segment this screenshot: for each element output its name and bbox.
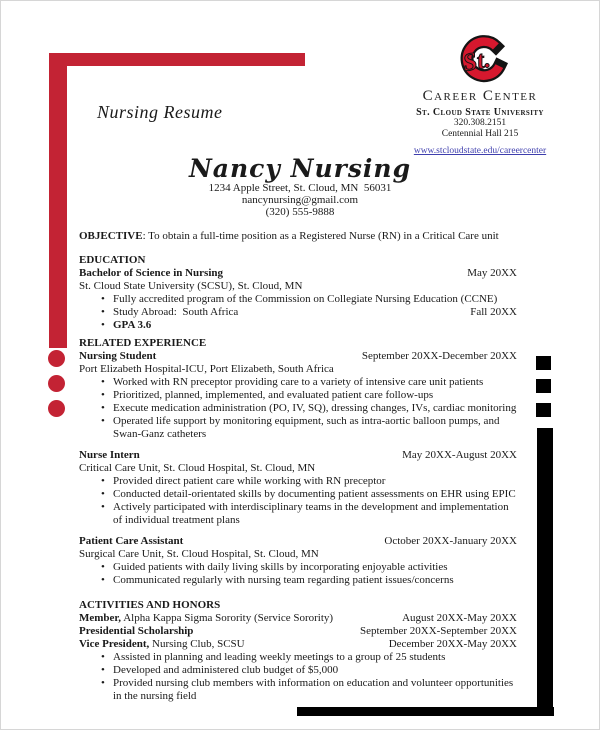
red-dot xyxy=(48,350,65,367)
job-title-row xyxy=(79,350,517,363)
svg-text:St.: St. xyxy=(461,45,493,78)
career-center-phone: 320.308.2151 xyxy=(453,118,507,128)
education-bullet: • Fully accredited program of the Commission on Collegiate Nursing Education (CCNE) xyxy=(79,293,517,306)
applicant-email: nancynursing@gmail.com xyxy=(241,194,359,206)
job-bullet: • Guided patients with daily living skills by incorporating enjoyable activities xyxy=(79,561,517,574)
activity-title: Member, Alpha Kappa Sigma Sorority (Service Sorority) xyxy=(79,612,334,624)
education-bullet: • Study Abroad: South Africa Fall 20XX xyxy=(79,306,517,319)
black-square xyxy=(536,356,551,370)
bullet-icon xyxy=(101,402,113,415)
education-bullet: • GPA 3.6 xyxy=(79,319,517,332)
bullet-icon xyxy=(101,376,113,389)
bullet-icon xyxy=(101,677,113,690)
black-square xyxy=(536,403,551,417)
bullet-icon xyxy=(101,488,113,501)
bullet-icon xyxy=(101,306,113,319)
activity-bullet: • Assisted in planning and leading weekly meetings to a group of 25 students xyxy=(79,651,517,664)
bullet-icon xyxy=(101,651,113,664)
activity-row xyxy=(79,612,517,625)
job-org: Critical Care Unit, St. Cloud Hospital, St. Cloud, MN xyxy=(79,462,316,474)
job-org: Surgical Care Unit, St. Cloud Hospital, St. Cloud, MN xyxy=(79,548,319,560)
objective-text: : To obtain a full-time position as a Registered Nurse (RN) in a Critical Care unit xyxy=(142,230,499,242)
job-bullet: • Actively participated with interdisciplinary teams in the development and implementation of individual treatment plans xyxy=(79,501,517,527)
bullet-icon xyxy=(101,561,113,574)
black-border-bottom xyxy=(297,707,554,716)
career-center-title: Career Center xyxy=(422,88,538,104)
activity-date: September 20XX-September 20XX xyxy=(359,625,517,637)
objective-label: OBJECTIVE xyxy=(79,230,143,242)
job-org-row xyxy=(79,462,517,475)
job-title: Patient Care Assistant xyxy=(79,535,184,547)
bullet-icon xyxy=(101,574,113,587)
applicant-phone: (320) 555-9888 xyxy=(265,206,335,218)
activity-date: December 20XX-May 20XX xyxy=(388,638,517,650)
applicant-address: 1234 Apple Street, St. Cloud, MN 56031 xyxy=(208,182,392,194)
job-bullet: • Operated life support by monitoring equipment, such as intra-aortic balloon pumps, and Swan-Ganz catheters xyxy=(79,415,517,441)
contact-header xyxy=(1,155,599,218)
resume-body xyxy=(79,230,517,703)
red-dot xyxy=(48,400,65,417)
section-heading: EDUCATION xyxy=(79,254,146,266)
job-title: Nurse Intern xyxy=(79,449,140,461)
job-date: October 20XX-January 20XX xyxy=(384,535,517,547)
study-abroad-date: Fall 20XX xyxy=(470,306,517,318)
bullet-icon xyxy=(101,415,113,428)
career-center-block xyxy=(399,34,561,158)
job-bullet: • Prioritized, planned, implemented, and evaluated patient care follow-ups xyxy=(79,389,517,402)
career-center-address: Centennial Hall 215 xyxy=(441,129,519,139)
job-title-row xyxy=(79,449,517,462)
job-bullet: • Communicated regularly with nursing team regarding patient issues/concerns xyxy=(79,574,517,587)
job-bullet: • Worked with RN preceptor providing care to a variety of intensive care unit patients xyxy=(79,376,517,389)
school-row xyxy=(79,280,517,293)
activity-date: August 20XX-May 20XX xyxy=(402,612,517,624)
job-bullet: • Provided direct patient care while working with RN preceptor xyxy=(79,475,517,488)
objective-line xyxy=(79,230,517,243)
activity-title: Vice President, Nursing Club, SCSU xyxy=(79,638,245,650)
section-heading: RELATED EXPERIENCE xyxy=(79,337,207,349)
black-border-vertical xyxy=(537,428,553,716)
document-title: Nursing Resume xyxy=(97,102,223,122)
bullet-icon xyxy=(101,501,113,514)
job-entry xyxy=(79,449,517,527)
career-center-website-link[interactable]: www.stcloudstate.edu/careercenter xyxy=(413,146,547,156)
degree-title: Bachelor of Science in Nursing xyxy=(79,267,224,279)
section-activities xyxy=(79,599,517,703)
school-name: St. Cloud State University (SCSU), St. Cloud, MN xyxy=(79,280,303,292)
university-name: St. Cloud State University xyxy=(416,107,544,118)
bullet-icon xyxy=(101,293,113,306)
black-square xyxy=(536,379,551,393)
activity-bullet: • Provided nursing club members with information on education and volunteer opportunities in the nursing field xyxy=(79,677,517,703)
bullet-icon xyxy=(101,475,113,488)
job-title: Nursing Student xyxy=(79,350,157,362)
job-org: Port Elizabeth Hospital-ICU, Port Elizabeth, South Africa xyxy=(79,363,334,375)
activity-title: Presidential Scholarship xyxy=(79,625,194,637)
bullet-icon xyxy=(101,389,113,402)
red-dot xyxy=(48,375,65,392)
job-entry xyxy=(79,350,517,441)
bullet-icon xyxy=(101,664,113,677)
degree-date: May 20XX xyxy=(467,267,517,279)
activity-row xyxy=(79,625,517,638)
job-org-row xyxy=(79,548,517,561)
job-org-row xyxy=(79,363,517,376)
job-bullet: • Conducted detail-orientated skills by documenting patient assessments on EHR using EPIC xyxy=(79,488,517,501)
job-entry xyxy=(79,535,517,587)
activity-row xyxy=(79,638,517,651)
job-date: September 20XX-December 20XX xyxy=(361,350,517,362)
job-date: May 20XX-August 20XX xyxy=(402,449,517,461)
bullet-icon xyxy=(101,319,113,332)
job-bullet: • Execute medication administration (PO, IV, SQ), dressing changes, IVs, cardiac monitoring xyxy=(79,402,517,415)
section-education xyxy=(79,254,517,332)
applicant-name: Nancy Nursing xyxy=(188,154,412,183)
section-heading: ACTIVITIES AND HONORS xyxy=(79,599,221,611)
section-related-experience xyxy=(79,337,517,587)
degree-row xyxy=(79,267,517,280)
scsu-logo-icon xyxy=(448,34,512,86)
red-border-horizontal xyxy=(49,53,305,66)
job-title-row xyxy=(79,535,517,548)
activity-bullet: • Developed and administered club budget of $5,000 xyxy=(79,664,517,677)
